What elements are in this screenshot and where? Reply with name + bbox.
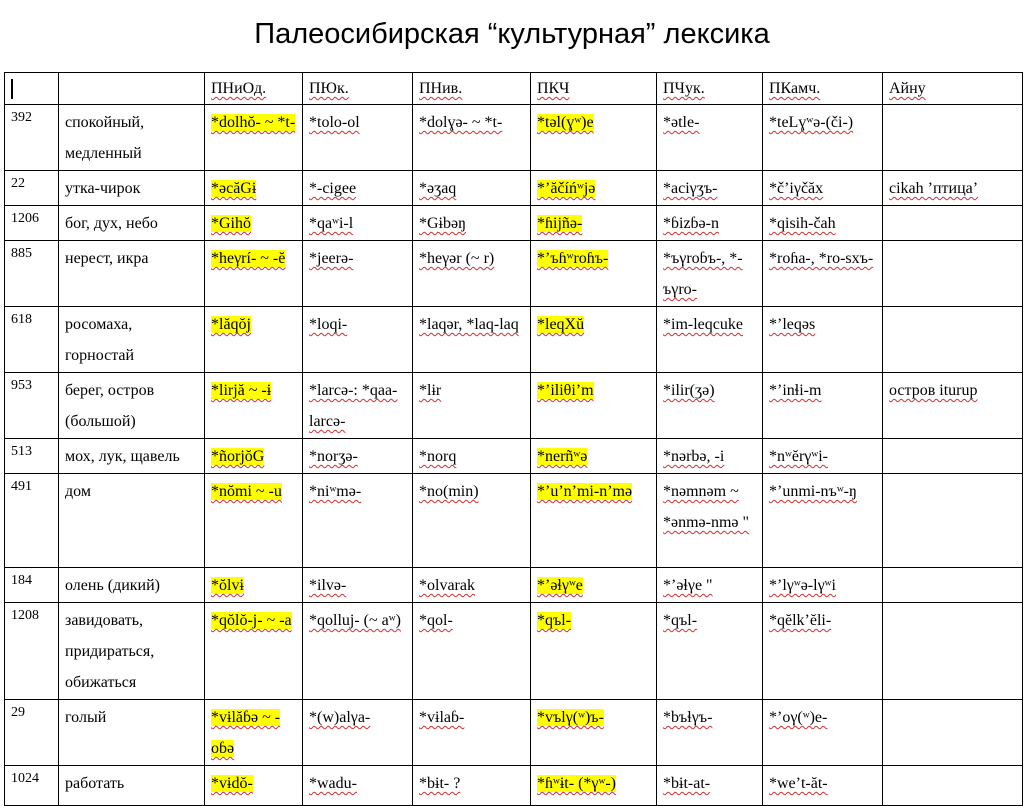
col-pkch: [531, 105, 657, 171]
row-number: 953: [5, 373, 59, 439]
header-label: ПКамч.: [769, 80, 821, 97]
text-cursor-icon: [11, 79, 13, 99]
reconstruction-text: остров iturup: [889, 382, 978, 399]
col-pyuk: [303, 474, 413, 568]
reconstruction-text: *qaʷi-l: [309, 215, 354, 232]
reconstruction-text: *qolluj- (~ aʷ): [309, 612, 401, 629]
row-number: 392: [5, 105, 59, 171]
reconstruction-text: *aciγʒъ-: [663, 180, 718, 197]
col-pyuk: [303, 241, 413, 307]
col-pkamch: [763, 241, 883, 307]
reconstruction-text: *bɨt-at-: [663, 775, 711, 792]
col-pchuk: [657, 307, 763, 373]
header-cell: [883, 73, 1023, 105]
reconstruction-text: *ʼoγ(ʷ)e-: [769, 709, 828, 726]
reconstruction-text: *lăqŏj: [211, 316, 251, 333]
col-pchuk: [657, 700, 763, 766]
col-ainu: [883, 603, 1023, 700]
col-ainu: [883, 105, 1023, 171]
col-pyuk: [303, 568, 413, 603]
col-pkamch: [763, 171, 883, 206]
header-row: [5, 73, 1023, 105]
table-row: [5, 439, 1023, 474]
table-row: [5, 700, 1023, 766]
reconstruction-text: *norq: [419, 448, 457, 465]
col-pchuk: [657, 171, 763, 206]
col-pniv: [413, 603, 531, 700]
col-pyuk: [303, 766, 413, 806]
reconstruction-text: *ŏlvɨ: [211, 577, 244, 594]
col-pniod: [205, 700, 303, 766]
table-row: [5, 766, 1023, 806]
col-pkamch: [763, 766, 883, 806]
row-meaning: спокойный, медленный: [59, 105, 205, 171]
reconstruction-text: *wadu-: [309, 775, 357, 792]
col-pniod: [205, 568, 303, 603]
col-pkch: [531, 700, 657, 766]
reconstruction-text: *roɦa-, *ro-sxъ-: [769, 250, 874, 267]
table-row: [5, 603, 1023, 700]
col-pniod: [205, 474, 303, 568]
col-pchuk: [657, 603, 763, 700]
row-number: 1024: [5, 766, 59, 806]
col-pkch: [531, 373, 657, 439]
col-pchuk: [657, 105, 763, 171]
reconstruction-text: *nerñʷə: [537, 448, 588, 465]
reconstruction-text: *qŏlŏ-j- ~ -a: [211, 612, 292, 629]
col-pyuk: [303, 603, 413, 700]
col-ainu: [883, 307, 1023, 373]
col-pniv: [413, 206, 531, 241]
col-pniv: [413, 307, 531, 373]
col-pkch: [531, 241, 657, 307]
reconstruction-text: *čʼiγčăx: [769, 180, 824, 197]
reconstruction-text: *nʷĕrγʷi-: [769, 448, 828, 465]
reconstruction-text: *vɨdŏ-: [211, 775, 253, 792]
col-pniv: [413, 105, 531, 171]
col-pkamch: [763, 700, 883, 766]
reconstruction-text: *ʼuʼnʼmi-nʼmə: [537, 483, 633, 500]
reconstruction-text: *weʼt-ăt-: [769, 775, 828, 792]
reconstruction-text: *vъlγ(ʷ)ъ-: [537, 709, 604, 726]
col-pniod: [205, 603, 303, 700]
col-pkch: [531, 474, 657, 568]
row-number: 618: [5, 307, 59, 373]
row-number: 22: [5, 171, 59, 206]
col-pkch: [531, 206, 657, 241]
reconstruction-text: *ʼinɬi-m: [769, 382, 822, 399]
reconstruction-text: *Gihŏ: [211, 215, 251, 232]
lexicon-table: [4, 72, 1023, 806]
col-pniv: [413, 373, 531, 439]
reconstruction-text: *teLɣʷə-(či-): [769, 114, 854, 131]
row-meaning: работать: [59, 766, 205, 806]
reconstruction-text: *ɓizɓə-n: [663, 215, 719, 232]
col-pkamch: [763, 105, 883, 171]
col-pniv: [413, 700, 531, 766]
reconstruction-text: *laqər, *laq-laq: [419, 316, 519, 333]
reconstruction-text: *nərbə, -i: [663, 448, 725, 465]
col-pkamch: [763, 474, 883, 568]
reconstruction-text: *ɦʷɨt- (*γʷ-): [537, 775, 616, 792]
reconstruction-text: *Gɨbəŋ: [419, 215, 467, 232]
reconstruction-text: *qisih-čah: [769, 215, 836, 232]
reconstruction-text: *ʼiliθiʼm: [537, 382, 594, 399]
col-pchuk: [657, 568, 763, 603]
col-pyuk: [303, 105, 413, 171]
col-pchuk: [657, 241, 763, 307]
row-number: 29: [5, 700, 59, 766]
col-pkamch: [763, 439, 883, 474]
row-meaning: мох, лук, щавель: [59, 439, 205, 474]
col-pkch: [531, 439, 657, 474]
row-meaning: олень (дикий): [59, 568, 205, 603]
reconstruction-text: *heγrí- ~ -ĕ: [211, 250, 286, 267]
col-ainu: [883, 568, 1023, 603]
row-number: 885: [5, 241, 59, 307]
col-pniv: [413, 439, 531, 474]
reconstruction-text: *qĕlkʼĕli-: [769, 612, 832, 629]
col-pniv: [413, 568, 531, 603]
header-cell: [59, 73, 205, 105]
col-pchuk: [657, 206, 763, 241]
reconstruction-text: *lɨr: [419, 382, 442, 399]
col-pniod: [205, 373, 303, 439]
header-label: ПНиОд.: [211, 80, 267, 97]
col-pkch: [531, 766, 657, 806]
reconstruction-text: *əʒaq: [419, 180, 457, 197]
header-cell: [657, 73, 763, 105]
col-pkch: [531, 603, 657, 700]
row-meaning: бог, дух, небо: [59, 206, 205, 241]
table-row: [5, 307, 1023, 373]
reconstruction-text: *ətle-: [663, 114, 700, 131]
reconstruction-text: *jeerə-: [309, 250, 354, 267]
col-pyuk: [303, 373, 413, 439]
col-pchuk: [657, 766, 763, 806]
reconstruction-text: *leqXŭ: [537, 316, 585, 333]
reconstruction-text: *qъl-: [537, 612, 572, 629]
col-pniod: [205, 307, 303, 373]
col-pkch: [531, 568, 657, 603]
table-row: [5, 206, 1023, 241]
reconstruction-text: *vɨlăɓə ~ -oɓə: [211, 709, 281, 757]
col-pkamch: [763, 206, 883, 241]
reconstruction-text: *lirjă ~ -ɨ: [211, 382, 272, 399]
reconstruction-text: *larcə-: *qaa-larcə-: [309, 382, 398, 430]
reconstruction-text: *ʼleqəs: [769, 316, 816, 333]
col-pyuk: [303, 700, 413, 766]
row-meaning: берег, остров (большой): [59, 373, 205, 439]
reconstruction-text: *olvarak: [419, 577, 475, 594]
col-pkamch: [763, 307, 883, 373]
col-pniod: [205, 206, 303, 241]
header-label: ПНив.: [419, 80, 463, 97]
col-pniv: [413, 241, 531, 307]
table-row: [5, 171, 1023, 206]
reconstruction-text: cikah ʼптицаʼ: [889, 180, 979, 197]
table-row: [5, 241, 1023, 307]
row-number: 1208: [5, 603, 59, 700]
col-pniod: [205, 766, 303, 806]
reconstruction-text: *dolhŏ- ~ *t-: [211, 114, 296, 131]
row-meaning: дом: [59, 474, 205, 568]
table-row: [5, 373, 1023, 439]
col-pniv: [413, 171, 531, 206]
reconstruction-text: *loqi-: [309, 316, 348, 333]
reconstruction-text: *ʼlγʷə-lγʷi: [769, 577, 836, 594]
reconstruction-text: *niʷmə-: [309, 483, 362, 500]
reconstruction-text: *nŏmi ~ -u: [211, 483, 282, 500]
header-label: Айну: [889, 80, 926, 97]
reconstruction-text: *əcăGɨ: [211, 180, 257, 197]
row-meaning: утка-чирок: [59, 171, 205, 206]
row-number: 513: [5, 439, 59, 474]
col-ainu: [883, 241, 1023, 307]
row-number: 491: [5, 474, 59, 568]
reconstruction-text: *ʼəɬγʷe: [537, 577, 583, 594]
header-cell: [303, 73, 413, 105]
reconstruction-text: *-cigee: [309, 180, 357, 197]
reconstruction-text: *təl(ɣʷ)e: [537, 114, 594, 131]
col-pchuk: [657, 439, 763, 474]
col-pkamch: [763, 568, 883, 603]
col-pniv: [413, 474, 531, 568]
col-pyuk: [303, 439, 413, 474]
slide-title: Палеосибирская “культурная” лексика: [254, 18, 770, 50]
header-cell: [5, 73, 59, 105]
reconstruction-text: *im-leqcuke: [663, 316, 743, 333]
col-ainu: [883, 206, 1023, 241]
col-pchuk: [657, 373, 763, 439]
reconstruction-text: *qъl-: [663, 612, 698, 629]
col-pkch: [531, 307, 657, 373]
header-label: ПКЧ: [537, 80, 570, 97]
reconstruction-text: *norʒə-: [309, 448, 358, 465]
reconstruction-text: *ʼъɦʷroɦъ-: [537, 250, 609, 267]
reconstruction-text: *ilir(ʒə): [663, 382, 715, 399]
col-pniod: [205, 439, 303, 474]
reconstruction-text: *ɦijñə-: [537, 215, 583, 232]
col-pniod: [205, 171, 303, 206]
row-number: 184: [5, 568, 59, 603]
reconstruction-text: *ʼəɬγe ": [663, 577, 713, 594]
table-row: [5, 474, 1023, 568]
header-cell: [413, 73, 531, 105]
col-pyuk: [303, 171, 413, 206]
row-number: 1206: [5, 206, 59, 241]
reconstruction-text: *no(min): [419, 483, 479, 500]
reconstruction-text: *heγər (~ r): [419, 250, 495, 267]
row-meaning: росомаха, горностай: [59, 307, 205, 373]
reconstruction-text: *ñorjŏG: [211, 448, 265, 465]
col-pyuk: [303, 307, 413, 373]
col-ainu: [883, 700, 1023, 766]
col-ainu: [883, 474, 1023, 568]
reconstruction-text: *ʼăčíńʷjə: [537, 180, 596, 197]
reconstruction-text: *dolɣə- ~ *t-: [419, 114, 503, 131]
col-ainu: [883, 373, 1023, 439]
row-meaning: завидовать, придираться, обижаться: [59, 603, 205, 700]
col-ainu: [883, 439, 1023, 474]
header-cell: [205, 73, 303, 105]
col-pniv: [413, 766, 531, 806]
col-pyuk: [303, 206, 413, 241]
col-pniod: [205, 241, 303, 307]
row-meaning: нерест, икра: [59, 241, 205, 307]
reconstruction-text: *vɨlaɓ-: [419, 709, 465, 726]
lexicon-table-wrap: [4, 72, 1022, 806]
row-meaning: голый: [59, 700, 205, 766]
reconstruction-text: *bъɬγъ-: [663, 709, 713, 726]
header-cell: [763, 73, 883, 105]
reconstruction-text: *ʼunmi-nъʷ-ŋ: [769, 483, 857, 500]
reconstruction-text: *ilvə-: [309, 577, 347, 594]
col-ainu: [883, 171, 1023, 206]
reconstruction-text: *tolo-ol: [309, 114, 360, 131]
header-label: ПЮк.: [309, 80, 349, 97]
header-cell: [531, 73, 657, 105]
reconstruction-text: *ъγroɓъ-, *-ъγro-: [663, 250, 743, 298]
reconstruction-text: *(w)alγa-: [309, 709, 371, 726]
col-pkch: [531, 171, 657, 206]
col-ainu: [883, 766, 1023, 806]
table-row: [5, 105, 1023, 171]
reconstruction-text: *bɨt- ?: [419, 775, 461, 792]
header-label: ПЧук.: [663, 80, 705, 97]
col-pkamch: [763, 603, 883, 700]
col-pchuk: [657, 474, 763, 568]
col-pniod: [205, 105, 303, 171]
reconstruction-text: *qol-: [419, 612, 453, 629]
col-pkamch: [763, 373, 883, 439]
table-row: [5, 568, 1023, 603]
reconstruction-text: *nəmnəm ~ *ənmə-nmə ": [663, 483, 750, 531]
